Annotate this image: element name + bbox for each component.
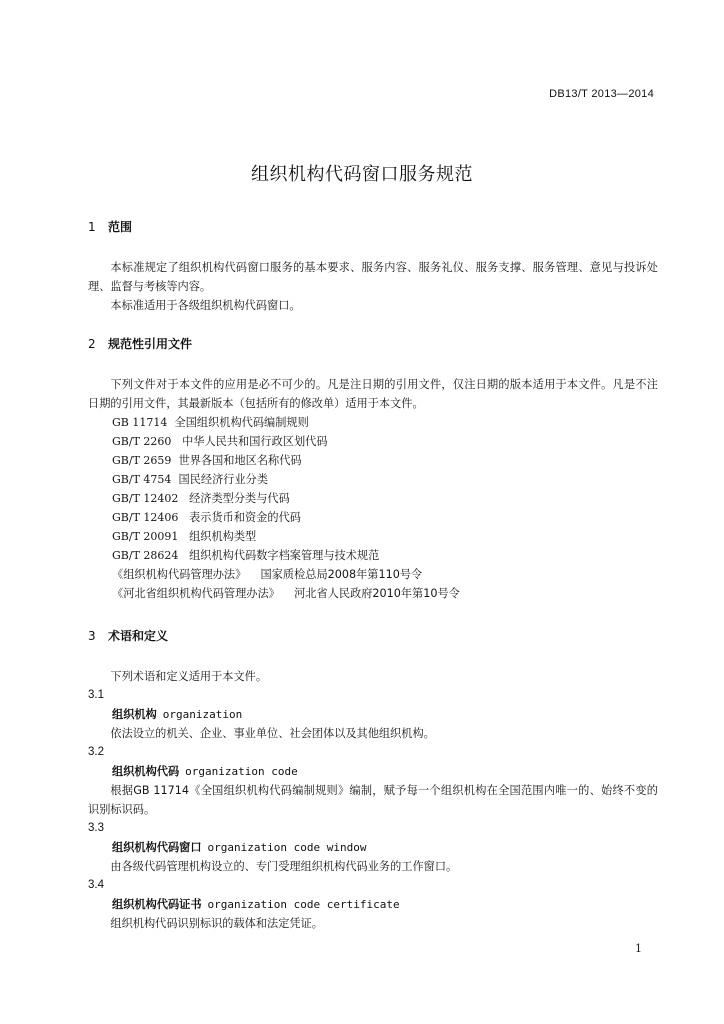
- reference-name: 世界各国和地区名称代码: [178, 454, 302, 467]
- section-title: 范围: [108, 220, 133, 234]
- reference-list: [88, 413, 658, 603]
- term-number: 3.4: [88, 879, 104, 891]
- reference-code: GB/T 12402: [112, 492, 179, 505]
- reference-code: GB/T 4754: [112, 473, 172, 486]
- reference-code: GB/T 28624: [112, 549, 179, 562]
- reference-item: [88, 432, 658, 451]
- section-title: 术语和定义: [108, 629, 169, 643]
- term-3-4: [88, 876, 658, 933]
- section-1-para-2: 本标准适用于各级组织机构代码窗口。: [110, 299, 301, 312]
- reference-code: GB 11714: [112, 416, 168, 429]
- section-2-intro: 下列文件对于本文件的应用是必不可少的。凡是注日期的引用文件，仅注日期的版本适用于本文件。凡是不注日期的引用文件，其最新版本（包括所有的修改单）适用于本文件。: [88, 378, 658, 410]
- section-1-para-1: 本标准规定了组织机构代码窗口服务的基本要求、服务内容、服务礼仪、服务支撑、服务管理、意见与投诉处理、监督与考核等内容。: [88, 261, 658, 293]
- reference-name: 国民经济行业分类: [178, 473, 269, 486]
- reference-item: [88, 489, 658, 508]
- reference-code: 《组织机构代码管理办法》: [112, 568, 247, 581]
- reference-code: 《河北省组织机构代码管理办法》: [112, 587, 280, 600]
- reference-item: [88, 508, 658, 527]
- section-3-intro: 下列术语和定义适用于本文件。: [110, 670, 268, 683]
- reference-code: GB/T 2260: [112, 435, 172, 448]
- reference-name: 全国组织机构代码编制规则: [174, 416, 309, 429]
- reference-name: 河北省人民政府2010年第10号令: [294, 587, 460, 600]
- reference-item: [88, 565, 658, 584]
- reference-code: GB/T 12406: [112, 511, 179, 524]
- term-chinese: 组织机构: [112, 708, 157, 721]
- term-title: [88, 762, 658, 781]
- reference-item: [88, 413, 658, 432]
- reference-name: 中华人民共和国行政区划代码: [182, 435, 328, 448]
- section-number: 3: [88, 629, 96, 643]
- reference-name: 组织机构代码数字档案管理与技术规范: [189, 549, 380, 562]
- reference-item: [88, 584, 658, 603]
- term-chinese: 组织机构代码: [112, 765, 180, 778]
- document-code: DB13/T 2013—2014: [549, 88, 654, 100]
- term-number: 3.1: [88, 689, 104, 701]
- term-3-2: [88, 743, 658, 819]
- term-number: 3.2: [88, 746, 104, 758]
- term-english: organization: [162, 708, 243, 721]
- term-english: organization code certificate: [207, 898, 400, 911]
- section-3-heading: [88, 627, 658, 645]
- term-chinese: 组织机构代码窗口: [112, 841, 202, 854]
- term-definition: 由各级代码管理机构设立的、专门受理组织机构代码业务的工作窗口。: [110, 860, 458, 873]
- term-title: [88, 895, 658, 914]
- reference-name: 表示货币和资金的代码: [189, 511, 301, 524]
- term-chinese: 组织机构代码证书: [112, 898, 202, 911]
- document-body: [88, 218, 658, 933]
- term-3-3: [88, 819, 658, 876]
- reference-item: [88, 527, 658, 546]
- reference-name: 经济类型分类与代码: [189, 492, 290, 505]
- reference-code: GB/T 20091: [112, 530, 179, 543]
- reference-item: [88, 470, 658, 489]
- section-number: 1: [88, 220, 96, 234]
- term-english: organization code: [185, 765, 298, 778]
- section-title: 规范性引用文件: [108, 337, 193, 351]
- reference-item: [88, 451, 658, 470]
- term-definition: 根据GB 11714《全国组织机构代码编制规则》编制，赋予每一个组织机构在全国范围内唯一的、始终不变的识别标识码。: [88, 784, 658, 816]
- term-3-1: [88, 686, 658, 743]
- term-title: [88, 838, 658, 857]
- reference-name: 组织机构类型: [189, 530, 257, 543]
- document-title: 组织机构代码窗口服务规范: [251, 164, 473, 185]
- reference-name: 国家质检总局2008年第110号令: [260, 568, 423, 581]
- term-number: 3.3: [88, 822, 104, 834]
- section-number: 2: [88, 337, 96, 351]
- term-definition: 组织机构代码识别标识的载体和法定凭证。: [110, 917, 323, 930]
- section-1-heading: [88, 218, 658, 236]
- term-title: [88, 705, 658, 724]
- term-definition: 依法设立的机关、企业、事业单位、社会团体以及其他组织机构。: [110, 727, 435, 740]
- reference-item: [88, 546, 658, 565]
- section-2-heading: [88, 335, 658, 353]
- reference-code: GB/T 2659: [112, 454, 172, 467]
- page-number: 1: [635, 942, 642, 955]
- term-english: organization code window: [207, 841, 367, 854]
